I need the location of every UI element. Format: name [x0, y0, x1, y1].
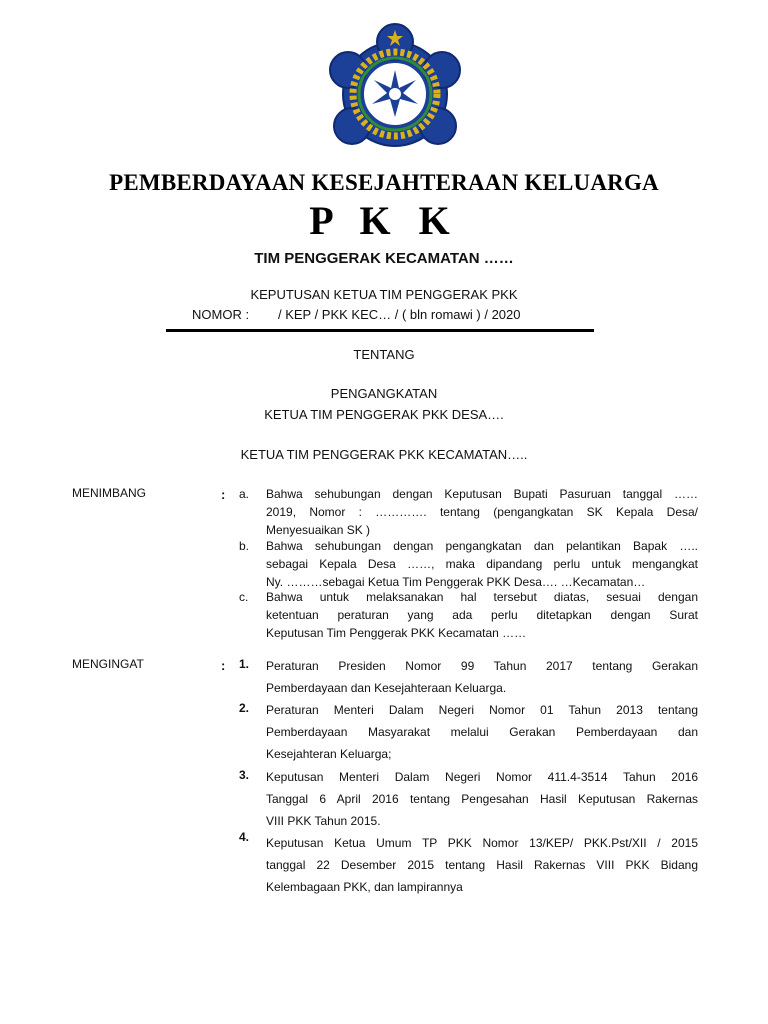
pkk-logo — [326, 22, 464, 162]
item-line: Bahwa untuk melaksanakan hal tersebut diatas, sesuai dengan — [266, 590, 698, 604]
item-line: Kesejahteran Keluarga; — [266, 747, 392, 761]
item-line: Bahwa sehubungan dengan pengangkatan dan pelantikan Bapak ….. — [266, 539, 698, 553]
item-line: Keputusan Tim Penggerak PKK Kecamatan …… — [266, 626, 527, 640]
item-line: Peraturan Presiden Nomor 99 Tahun 2017 tentang Gerakan — [266, 659, 698, 673]
subject-line-2: KETUA TIM PENGGERAK PKK DESA…. — [264, 407, 504, 422]
org-heading: PEMBERDAYAAN KESEJAHTERAAN KELUARGA — [109, 170, 659, 195]
item-line: Keputusan Menteri Dalam Negeri Nomor 411.4-3514 Tahun 2016 — [266, 770, 698, 784]
decree-number-label: NOMOR : — [192, 307, 250, 322]
subject-line-1: PENGANGKATAN — [330, 386, 438, 401]
item-line: Menyesuaikan SK ) — [266, 523, 371, 537]
acronym-heading: P K K — [309, 198, 459, 243]
item-line: sebagai Kepala Desa ……, maka dipandang perlu untuk mengangkat — [266, 557, 698, 571]
item-line: Tanggal 6 April 2016 tentang Pengesahan Hasil Keputusan Rakernas — [266, 792, 698, 806]
decree-number — [192, 307, 521, 322]
item-marker: c. — [239, 590, 249, 604]
header-divider — [166, 329, 594, 332]
issuer-line: KETUA TIM PENGGERAK PKK KECAMATAN….. — [240, 447, 528, 462]
decree-title: KEPUTUSAN KETUA TIM PENGGERAK PKK — [250, 287, 518, 302]
item-marker: 4. — [239, 830, 250, 844]
item-line: Keputusan Ketua Umum TP PKK Nomor 13/KEP/ PKK.Pst/XII / 2015 — [266, 836, 698, 850]
item-marker: a. — [239, 487, 250, 501]
item-line: Pemberdayaan dan Kesejahteraan Keluarga. — [266, 681, 507, 695]
item-marker: 3. — [239, 768, 250, 782]
menimbang-colon: : — [221, 487, 226, 502]
decree-number-value: / KEP / PKK KEC… / ( bln romawi ) / 2020 — [277, 307, 521, 322]
mengingat-label: MENGINGAT — [72, 657, 144, 671]
item-line: Pemberdayaan Masyarakat melalui Gerakan Pemberdayaan dan — [266, 725, 698, 739]
item-marker: 2. — [239, 701, 250, 715]
item-line: ketentuan peraturan yang ada perlu ditetapkan dengan Surat — [266, 608, 698, 622]
item-marker: b. — [239, 539, 250, 553]
item-line: Bahwa sehubungan dengan Keputusan Bupati Pasuruan tanggal …… — [266, 487, 698, 501]
item-line: Kelembagaan PKK, dan lampirannya — [266, 880, 463, 894]
mengingat-colon: : — [221, 658, 226, 673]
item-line: tanggal 22 Desember 2015 tentang Hasil Rakernas VIII PKK Bidang — [266, 858, 698, 872]
item-line: Ny. ………sebagai Ketua Tim Penggerak PKK Desa…. …Kecamatan… — [266, 575, 646, 589]
about-label: TENTANG — [353, 347, 415, 362]
item-line: 2019, Nomor : …………. tentang (pengangkatan SK Kepala Desa/ — [266, 505, 698, 519]
item-marker: 1. — [239, 657, 250, 671]
item-line: VIII PKK Tahun 2015. — [266, 814, 381, 828]
team-heading: TIM PENGGERAK KECAMATAN …… — [254, 250, 514, 267]
item-line: Peraturan Menteri Dalam Negeri Nomor 01 Tahun 2013 tentang — [266, 703, 698, 717]
menimbang-label: MENIMBANG — [72, 486, 147, 500]
